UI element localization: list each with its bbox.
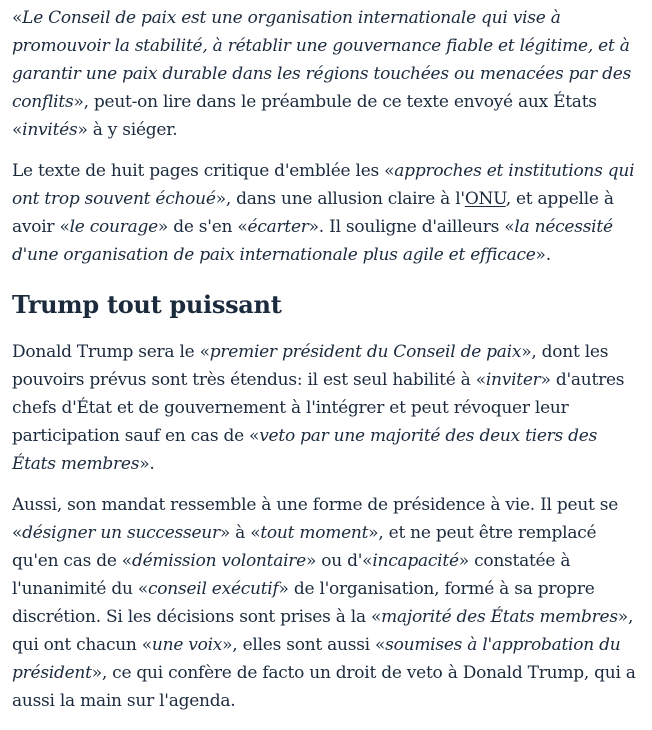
quote: la nécessité d'une organisation de paix internationale plus agile et efficace xyxy=(12,217,613,265)
quote: approches et institutions qui ont trop souvent échoué xyxy=(12,161,635,209)
quote: invités xyxy=(22,120,78,140)
paragraph-critique xyxy=(12,157,636,269)
text: », et ne peut être remplacé qu'en cas de « xyxy=(12,523,597,571)
text: », dont les pouvoirs prévus sont très étendus: il est seul habilité à « xyxy=(12,342,609,390)
quote: premier président du Conseil de paix xyxy=(209,342,522,362)
quote: veto par une majorité des deux tiers des États membres xyxy=(12,426,598,474)
text: » d'autres chefs d'État et de gouvernement à l'intégrer et peut révoquer leur participation sauf en cas de « xyxy=(12,370,625,446)
text: » de s'en « xyxy=(157,217,248,237)
text: » à « xyxy=(219,523,261,543)
quote: soumises à l'approbation du président xyxy=(12,635,621,683)
text: ». xyxy=(535,245,551,265)
text: Donald Trump sera le « xyxy=(12,342,210,362)
text: », dans une allusion claire à l' xyxy=(215,189,465,209)
quote: le courage xyxy=(69,217,158,237)
onu-link[interactable]: ONU xyxy=(464,189,506,209)
text: » à y siéger. xyxy=(77,120,178,140)
text: », qui ont chacun « xyxy=(12,607,634,655)
quote: incapacité xyxy=(372,551,459,571)
quote: conseil exécutif xyxy=(148,579,279,599)
quote: démission volontaire xyxy=(131,551,306,571)
text: » constatée à l'unanimité du « xyxy=(12,551,571,599)
quote: majorité des États membres xyxy=(381,607,618,627)
paragraph-preamble xyxy=(12,4,636,144)
text: », ce qui confère de facto un droit de veto à Donald Trump, qui a aussi la main sur l'agenda. xyxy=(12,663,636,711)
quote: tout moment xyxy=(260,523,369,543)
text: ». xyxy=(139,454,155,474)
text: » de l'organisation, formé à sa propre discrétion. Si les décisions sont prises à la « xyxy=(12,579,595,627)
quote: Le Conseil de paix est une organisation internationale qui vise à promouvoir la stabilité, à rétablir une gouvernance fiable et légitime, et à garantir une paix durable dans les régions touchées ou menacées par des conflits xyxy=(12,8,632,112)
text: », elles sont aussi « xyxy=(222,635,386,655)
quote: inviter xyxy=(485,370,541,390)
text: ». Il souligne d'ailleurs « xyxy=(308,217,515,237)
text: « xyxy=(12,8,23,28)
text: , et appelle à avoir « xyxy=(12,189,614,237)
paragraph-powers xyxy=(12,338,636,478)
text: », peut-on lire dans le préambule de ce texte envoyé aux États « xyxy=(12,92,597,140)
quote: désigner un successeur xyxy=(22,523,220,543)
quote: écarter xyxy=(247,217,309,237)
paragraph-mandate xyxy=(12,491,636,715)
quote: une voix xyxy=(151,635,223,655)
text: Aussi, son mandat ressemble à une forme de présidence à vie. Il peut se « xyxy=(12,495,619,543)
section-heading: Trump tout puissant xyxy=(12,290,282,319)
text: » ou d'« xyxy=(305,551,373,571)
text: Le texte de huit pages critique d'emblée les « xyxy=(12,161,395,181)
